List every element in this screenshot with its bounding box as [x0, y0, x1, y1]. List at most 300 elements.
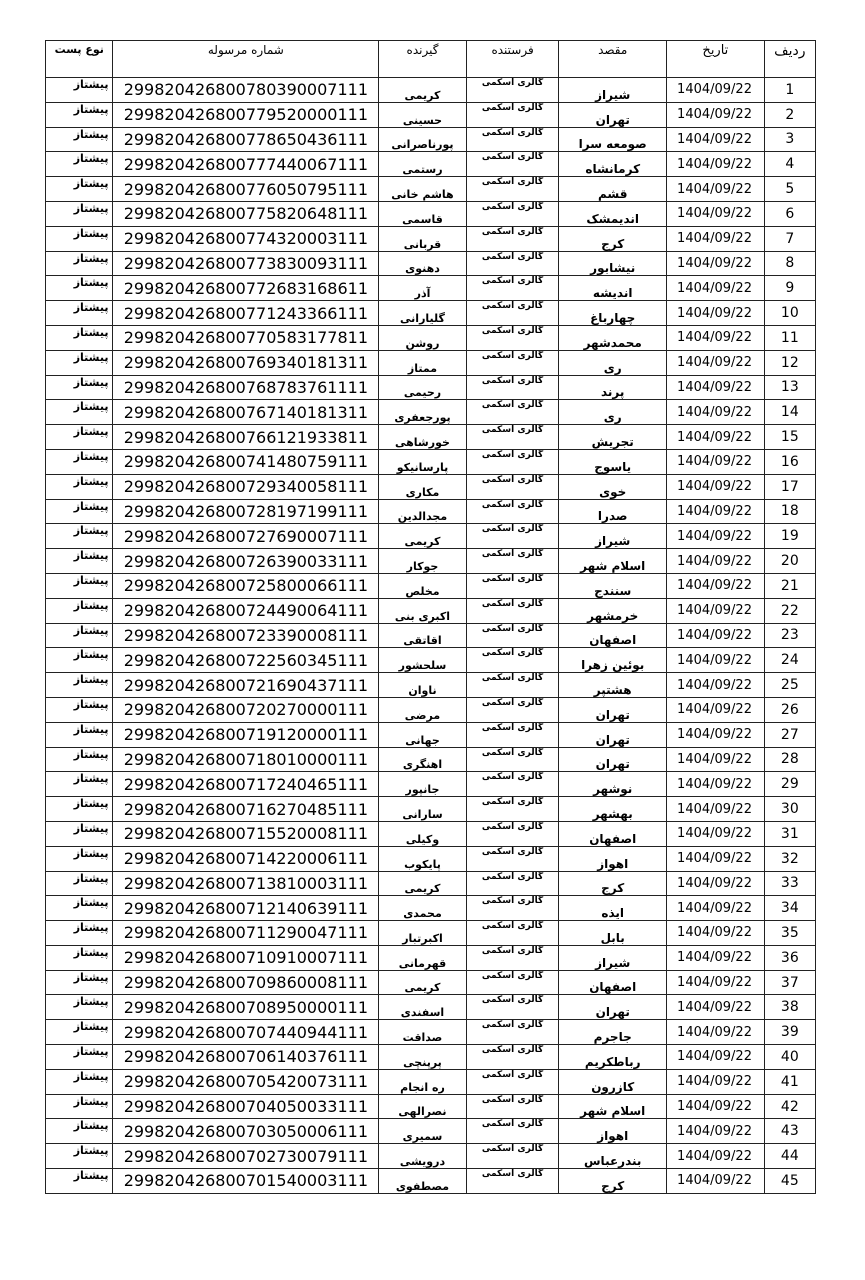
sender-cell: گالری اسکمی	[466, 102, 559, 127]
date-cell: 1404/09/22	[667, 449, 765, 474]
post-type-cell: پیشتاز	[46, 127, 113, 152]
date-cell: 1404/09/22	[667, 1169, 765, 1194]
table-row	[46, 1144, 816, 1169]
destination-cell: کازرون	[559, 1069, 667, 1094]
row-number-cell: 4	[764, 152, 815, 177]
recipient-cell: رستمی	[379, 152, 467, 177]
post-type-cell: پیشتاز	[46, 1045, 113, 1070]
date-cell: 1404/09/22	[667, 1069, 765, 1094]
post-type-cell: پیشتاز	[46, 226, 113, 251]
date-cell: 1404/09/22	[667, 400, 765, 425]
tracking-number-cell: 299820426800713810003111	[113, 871, 379, 896]
date-cell: 1404/09/22	[667, 995, 765, 1020]
sender-cell: گالری اسکمی	[466, 945, 559, 970]
row-number-cell: 41	[764, 1069, 815, 1094]
row-number-cell: 8	[764, 251, 815, 276]
row-number-cell: 22	[764, 598, 815, 623]
sender-cell: گالری اسکمی	[466, 871, 559, 896]
tracking-number-cell: 299820426800708950000111	[113, 995, 379, 1020]
post-type-cell: پیشتاز	[46, 524, 113, 549]
tracking-number-cell: 299820426800704050033111	[113, 1094, 379, 1119]
recipient-cell: اکبری بنی	[379, 598, 467, 623]
date-cell: 1404/09/22	[667, 78, 765, 103]
destination-cell: قشم	[559, 177, 667, 202]
post-type-cell: پیشتاز	[46, 797, 113, 822]
sender-cell: گالری اسکمی	[466, 697, 559, 722]
table-row	[46, 1020, 816, 1045]
row-number-cell: 12	[764, 350, 815, 375]
table-row	[46, 499, 816, 524]
recipient-cell: قاسمی	[379, 201, 467, 226]
sender-cell: گالری اسکمی	[466, 524, 559, 549]
tracking-number-cell: 299820426800773830093111	[113, 251, 379, 276]
table-row	[46, 871, 816, 896]
recipient-cell: خورشاهی	[379, 425, 467, 450]
sender-cell: گالری اسکمی	[466, 1020, 559, 1045]
tracking-number-cell: 299820426800726390033111	[113, 549, 379, 574]
tracking-number-cell: 299820426800772683168611	[113, 276, 379, 301]
header-row-number: ردیف	[764, 41, 815, 78]
destination-cell: کرج	[559, 1169, 667, 1194]
destination-cell: صومعه سرا	[559, 127, 667, 152]
destination-cell: ایذه	[559, 896, 667, 921]
sender-cell: گالری اسکمی	[466, 549, 559, 574]
post-type-cell: پیشتاز	[46, 549, 113, 574]
recipient-cell: پورجعفری	[379, 400, 467, 425]
recipient-cell: صداقت	[379, 1020, 467, 1045]
post-type-cell: پیشتاز	[46, 722, 113, 747]
destination-cell: اهواز	[559, 1119, 667, 1144]
shipment-sheet	[45, 40, 816, 1194]
post-type-cell: پیشتاز	[46, 1020, 113, 1045]
sender-cell: گالری اسکمی	[466, 598, 559, 623]
row-number-cell: 11	[764, 325, 815, 350]
destination-cell: اسلام شهر	[559, 549, 667, 574]
date-cell: 1404/09/22	[667, 797, 765, 822]
destination-cell: چهارباغ	[559, 301, 667, 326]
table-row	[46, 673, 816, 698]
tracking-number-cell: 299820426800775820648111	[113, 201, 379, 226]
tracking-number-cell: 299820426800718010000111	[113, 747, 379, 772]
table-row	[46, 400, 816, 425]
destination-cell: بهشهر	[559, 797, 667, 822]
post-type-cell: پیشتاز	[46, 846, 113, 871]
row-number-cell: 10	[764, 301, 815, 326]
recipient-cell: مکاری	[379, 474, 467, 499]
tracking-number-cell: 299820426800725800066111	[113, 573, 379, 598]
destination-cell: بابل	[559, 921, 667, 946]
tracking-number-cell: 299820426800728197199111	[113, 499, 379, 524]
post-type-cell: پیشتاز	[46, 474, 113, 499]
post-type-cell: پیشتاز	[46, 1144, 113, 1169]
tracking-number-cell: 299820426800723390008111	[113, 623, 379, 648]
recipient-cell: ره انجام	[379, 1069, 467, 1094]
sender-cell: گالری اسکمی	[466, 673, 559, 698]
date-cell: 1404/09/22	[667, 276, 765, 301]
date-cell: 1404/09/22	[667, 301, 765, 326]
tracking-number-cell: 299820426800706140376111	[113, 1045, 379, 1070]
row-number-cell: 6	[764, 201, 815, 226]
destination-cell: خرمشهر	[559, 598, 667, 623]
post-type-cell: پیشتاز	[46, 499, 113, 524]
post-type-cell: پیشتاز	[46, 648, 113, 673]
row-number-cell: 15	[764, 425, 815, 450]
recipient-cell: قهرمانی	[379, 945, 467, 970]
post-type-cell: پیشتاز	[46, 921, 113, 946]
destination-cell: تهران	[559, 722, 667, 747]
table-row	[46, 152, 816, 177]
destination-cell: اهواز	[559, 846, 667, 871]
row-number-cell: 25	[764, 673, 815, 698]
destination-cell: پرند	[559, 375, 667, 400]
recipient-cell: جوکار	[379, 549, 467, 574]
post-type-cell: پیشتاز	[46, 276, 113, 301]
date-cell: 1404/09/22	[667, 499, 765, 524]
sender-cell: گالری اسکمی	[466, 425, 559, 450]
date-cell: 1404/09/22	[667, 871, 765, 896]
table-row	[46, 697, 816, 722]
table-row	[46, 970, 816, 995]
table-row	[46, 747, 816, 772]
recipient-cell: روشن	[379, 325, 467, 350]
table-row	[46, 549, 816, 574]
row-number-cell: 43	[764, 1119, 815, 1144]
date-cell: 1404/09/22	[667, 772, 765, 797]
tracking-number-cell: 299820426800707440944111	[113, 1020, 379, 1045]
tracking-number-cell: 299820426800701540003111	[113, 1169, 379, 1194]
destination-cell: هشتپر	[559, 673, 667, 698]
date-cell: 1404/09/22	[667, 152, 765, 177]
table-row	[46, 102, 816, 127]
post-type-cell: پیشتاز	[46, 896, 113, 921]
tracking-number-cell: 299820426800778650436111	[113, 127, 379, 152]
destination-cell: تجریش	[559, 425, 667, 450]
sender-cell: گالری اسکمی	[466, 474, 559, 499]
date-cell: 1404/09/22	[667, 524, 765, 549]
post-type-cell: پیشتاز	[46, 78, 113, 103]
destination-cell: تهران	[559, 747, 667, 772]
row-number-cell: 26	[764, 697, 815, 722]
recipient-cell: پرپنچی	[379, 1045, 467, 1070]
post-type-cell: پیشتاز	[46, 400, 113, 425]
sender-cell: گالری اسکمی	[466, 78, 559, 103]
recipient-cell: اسفندی	[379, 995, 467, 1020]
row-number-cell: 9	[764, 276, 815, 301]
date-cell: 1404/09/22	[667, 623, 765, 648]
post-type-cell: پیشتاز	[46, 251, 113, 276]
table-row	[46, 301, 816, 326]
post-type-cell: پیشتاز	[46, 772, 113, 797]
recipient-cell: پایکوب	[379, 846, 467, 871]
recipient-cell: ناوان	[379, 673, 467, 698]
tracking-number-cell: 299820426800703050006111	[113, 1119, 379, 1144]
tracking-number-cell: 299820426800710910007111	[113, 945, 379, 970]
date-cell: 1404/09/22	[667, 573, 765, 598]
row-number-cell: 39	[764, 1020, 815, 1045]
tracking-number-cell: 299820426800766121933811	[113, 425, 379, 450]
recipient-cell: کریمی	[379, 524, 467, 549]
tracking-number-cell: 299820426800715520008111	[113, 821, 379, 846]
row-number-cell: 21	[764, 573, 815, 598]
tracking-number-cell: 299820426800722560345111	[113, 648, 379, 673]
tracking-number-cell: 299820426800771243366111	[113, 301, 379, 326]
tracking-number-cell: 299820426800724490064111	[113, 598, 379, 623]
tracking-number-cell: 299820426800711290047111	[113, 921, 379, 946]
row-number-cell: 5	[764, 177, 815, 202]
destination-cell: کرج	[559, 226, 667, 251]
sender-cell: گالری اسکمی	[466, 821, 559, 846]
tracking-number-cell: 299820426800719120000111	[113, 722, 379, 747]
recipient-cell: دهنوی	[379, 251, 467, 276]
recipient-cell: درویشی	[379, 1144, 467, 1169]
recipient-cell: مخلص	[379, 573, 467, 598]
post-type-cell: پیشتاز	[46, 1119, 113, 1144]
post-type-cell: پیشتاز	[46, 1094, 113, 1119]
destination-cell: بندرعباس	[559, 1144, 667, 1169]
row-number-cell: 38	[764, 995, 815, 1020]
sender-cell: گالری اسکمی	[466, 449, 559, 474]
table-row	[46, 425, 816, 450]
post-type-cell: پیشتاز	[46, 623, 113, 648]
sender-cell: گالری اسکمی	[466, 375, 559, 400]
recipient-cell: اقاتقی	[379, 623, 467, 648]
post-type-cell: پیشتاز	[46, 350, 113, 375]
recipient-cell: نصرالهی	[379, 1094, 467, 1119]
tracking-number-cell: 299820426800774320003111	[113, 226, 379, 251]
tracking-number-cell: 299820426800727690007111	[113, 524, 379, 549]
tracking-number-cell: 299820426800709860008111	[113, 970, 379, 995]
recipient-cell: ممتاز	[379, 350, 467, 375]
table-row	[46, 524, 816, 549]
row-number-cell: 1	[764, 78, 815, 103]
row-number-cell: 19	[764, 524, 815, 549]
table-row	[46, 177, 816, 202]
row-number-cell: 30	[764, 797, 815, 822]
destination-cell: اصفهان	[559, 623, 667, 648]
recipient-cell: مجدالدین	[379, 499, 467, 524]
tracking-number-cell: 299820426800721690437111	[113, 673, 379, 698]
table-row	[46, 127, 816, 152]
row-number-cell: 16	[764, 449, 815, 474]
post-type-cell: پیشتاز	[46, 425, 113, 450]
row-number-cell: 27	[764, 722, 815, 747]
recipient-cell: پورناصرانی	[379, 127, 467, 152]
table-row	[46, 846, 816, 871]
sender-cell: گالری اسکمی	[466, 152, 559, 177]
recipient-cell: مرضی	[379, 697, 467, 722]
post-type-cell: پیشتاز	[46, 152, 113, 177]
destination-cell: جاجرم	[559, 1020, 667, 1045]
post-type-cell: پیشتاز	[46, 747, 113, 772]
recipient-cell: اکبرتبار	[379, 921, 467, 946]
date-cell: 1404/09/22	[667, 1119, 765, 1144]
post-type-cell: پیشتاز	[46, 102, 113, 127]
recipient-cell: کریمی	[379, 871, 467, 896]
sender-cell: گالری اسکمی	[466, 921, 559, 946]
sender-cell: گالری اسکمی	[466, 1069, 559, 1094]
date-cell: 1404/09/22	[667, 722, 765, 747]
sender-cell: گالری اسکمی	[466, 722, 559, 747]
row-number-cell: 18	[764, 499, 815, 524]
recipient-cell: وکیلی	[379, 821, 467, 846]
header-destination: مقصد	[559, 41, 667, 78]
sender-cell: گالری اسکمی	[466, 251, 559, 276]
table-row	[46, 722, 816, 747]
date-cell: 1404/09/22	[667, 1020, 765, 1045]
date-cell: 1404/09/22	[667, 350, 765, 375]
recipient-cell: مصطفوی	[379, 1169, 467, 1194]
sender-cell: گالری اسکمی	[466, 747, 559, 772]
date-cell: 1404/09/22	[667, 945, 765, 970]
row-number-cell: 35	[764, 921, 815, 946]
recipient-cell: هاشم خانی	[379, 177, 467, 202]
date-cell: 1404/09/22	[667, 598, 765, 623]
destination-cell: محمدشهر	[559, 325, 667, 350]
sender-cell: گالری اسکمی	[466, 201, 559, 226]
table-row	[46, 598, 816, 623]
recipient-cell: گلیارانی	[379, 301, 467, 326]
destination-cell: شیراز	[559, 524, 667, 549]
sender-cell: گالری اسکمی	[466, 276, 559, 301]
table-row	[46, 995, 816, 1020]
header-post-type: نوع پست	[46, 41, 113, 78]
destination-cell: اسلام شهر	[559, 1094, 667, 1119]
date-cell: 1404/09/22	[667, 1144, 765, 1169]
date-cell: 1404/09/22	[667, 970, 765, 995]
tracking-number-cell: 299820426800777440067111	[113, 152, 379, 177]
header-recipient: گیرنده	[379, 41, 467, 78]
sender-cell: گالری اسکمی	[466, 797, 559, 822]
table-row	[46, 474, 816, 499]
tracking-number-cell: 299820426800767140181311	[113, 400, 379, 425]
destination-cell: صدرا	[559, 499, 667, 524]
row-number-cell: 17	[764, 474, 815, 499]
destination-cell: یاسوج	[559, 449, 667, 474]
tracking-number-cell: 299820426800769340181311	[113, 350, 379, 375]
recipient-cell: جانپور	[379, 772, 467, 797]
date-cell: 1404/09/22	[667, 673, 765, 698]
tracking-number-cell: 299820426800779520000111	[113, 102, 379, 127]
tracking-number-cell: 299820426800712140639111	[113, 896, 379, 921]
post-type-cell: پیشتاز	[46, 697, 113, 722]
tracking-number-cell: 299820426800716270485111	[113, 797, 379, 822]
post-type-cell: پیشتاز	[46, 573, 113, 598]
destination-cell: شیراز	[559, 945, 667, 970]
post-type-cell: پیشتاز	[46, 673, 113, 698]
table-row	[46, 648, 816, 673]
header-row	[46, 41, 816, 78]
date-cell: 1404/09/22	[667, 251, 765, 276]
table-row	[46, 797, 816, 822]
row-number-cell: 2	[764, 102, 815, 127]
recipient-cell: رحیمی	[379, 375, 467, 400]
sender-cell: گالری اسکمی	[466, 127, 559, 152]
destination-cell: ری	[559, 400, 667, 425]
row-number-cell: 24	[764, 648, 815, 673]
post-type-cell: پیشتاز	[46, 301, 113, 326]
date-cell: 1404/09/22	[667, 648, 765, 673]
tracking-number-cell: 299820426800776050795111	[113, 177, 379, 202]
post-type-cell: پیشتاز	[46, 598, 113, 623]
table-row	[46, 201, 816, 226]
destination-cell: کرمانشاه	[559, 152, 667, 177]
row-number-cell: 32	[764, 846, 815, 871]
destination-cell: ری	[559, 350, 667, 375]
sender-cell: گالری اسکمی	[466, 573, 559, 598]
tracking-number-cell: 299820426800720270000111	[113, 697, 379, 722]
destination-cell: سنندج	[559, 573, 667, 598]
date-cell: 1404/09/22	[667, 896, 765, 921]
tracking-number-cell: 299820426800729340058111	[113, 474, 379, 499]
recipient-cell: پارسانیکو	[379, 449, 467, 474]
date-cell: 1404/09/22	[667, 474, 765, 499]
post-type-cell: پیشتاز	[46, 449, 113, 474]
date-cell: 1404/09/22	[667, 549, 765, 574]
date-cell: 1404/09/22	[667, 921, 765, 946]
row-number-cell: 14	[764, 400, 815, 425]
row-number-cell: 45	[764, 1169, 815, 1194]
row-number-cell: 31	[764, 821, 815, 846]
destination-cell: نوشهر	[559, 772, 667, 797]
table-row	[46, 375, 816, 400]
row-number-cell: 44	[764, 1144, 815, 1169]
table-header	[46, 41, 816, 78]
table-row	[46, 325, 816, 350]
destination-cell: رباطکریم	[559, 1045, 667, 1070]
table-row	[46, 821, 816, 846]
sender-cell: گالری اسکمی	[466, 1045, 559, 1070]
date-cell: 1404/09/22	[667, 846, 765, 871]
recipient-cell: آذر	[379, 276, 467, 301]
tracking-number-cell: 299820426800741480759111	[113, 449, 379, 474]
post-type-cell: پیشتاز	[46, 871, 113, 896]
shipment-table	[45, 40, 816, 1194]
date-cell: 1404/09/22	[667, 821, 765, 846]
post-type-cell: پیشتاز	[46, 201, 113, 226]
sender-cell: گالری اسکمی	[466, 623, 559, 648]
sender-cell: گالری اسکمی	[466, 499, 559, 524]
header-tracking-number: شماره مرسوله	[113, 41, 379, 78]
date-cell: 1404/09/22	[667, 177, 765, 202]
table-row	[46, 78, 816, 103]
post-type-cell: پیشتاز	[46, 995, 113, 1020]
recipient-cell: اهنگری	[379, 747, 467, 772]
date-cell: 1404/09/22	[667, 226, 765, 251]
sender-cell: گالری اسکمی	[466, 1094, 559, 1119]
destination-cell: خوی	[559, 474, 667, 499]
table-row	[46, 945, 816, 970]
destination-cell: شیراز	[559, 78, 667, 103]
date-cell: 1404/09/22	[667, 375, 765, 400]
table-row	[46, 772, 816, 797]
row-number-cell: 29	[764, 772, 815, 797]
header-sender: فرستنده	[466, 41, 559, 78]
date-cell: 1404/09/22	[667, 102, 765, 127]
tracking-number-cell: 299820426800770583177811	[113, 325, 379, 350]
date-cell: 1404/09/22	[667, 325, 765, 350]
table-row	[46, 921, 816, 946]
tracking-number-cell: 299820426800717240465111	[113, 772, 379, 797]
row-number-cell: 36	[764, 945, 815, 970]
table-row	[46, 251, 816, 276]
sender-cell: گالری اسکمی	[466, 325, 559, 350]
destination-cell: تهران	[559, 102, 667, 127]
table-row	[46, 1069, 816, 1094]
tracking-number-cell: 299820426800780390007111	[113, 78, 379, 103]
table-row	[46, 573, 816, 598]
post-type-cell: پیشتاز	[46, 821, 113, 846]
sender-cell: گالری اسکمی	[466, 400, 559, 425]
